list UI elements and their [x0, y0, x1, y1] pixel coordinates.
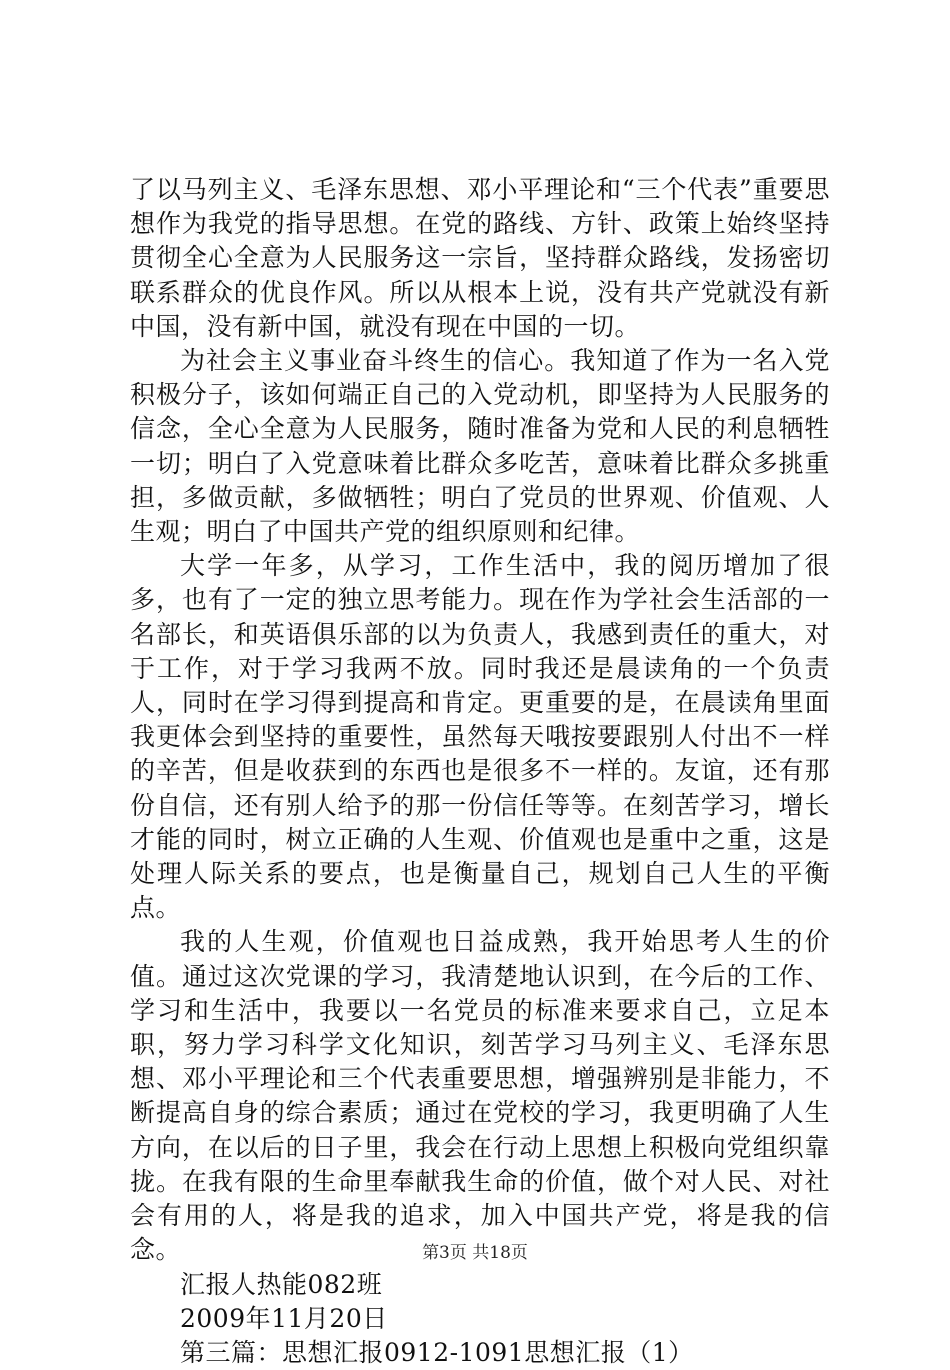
paragraph-4: 我的人生观，价值观也日益成熟，我开始思考人生的价值。通过这次党课的学习，我清楚地认识到，在今后的工作、学习和生活中，我要以一名党员的标准来要求自己，立足本职，努力学习科学文化知识，刻苦学习马列主义、毛泽东思想、邓小平理论和三个代表重要思想，增强辨别是非能力，不断提高自身的综合素质；通过在党校的学习，我更明确了人生方向，在以后的日子里，我会在行动上思想上积极向党组织靠拢。在我有限的生命里奉献我生命的价值，做个对人民、对社会有用的人，将是我的追求，加入中国共产党，将是我的信念。 — [130, 927, 830, 1265]
paragraph-3: 大学一年多，从学习，工作生活中，我的阅历增加了很多，也有了一定的独立思考能力。现在作为学社会生活部的一名部长，和英语俱乐部的以为负责人，我感到责任的重大，对于工作，对于学习我两不放。同时我还是晨读角的一个负责人，同时在学习得到提高和肯定。更重要的是，在晨读角里面我更体会到坚持的重要性，虽然每天哦按要跟别人付出不一样的辛苦，但是收获到的东西也是很多不一样的。友谊，还有那份自信，还有别人给予的那一份信任等等。在刻苦学习，增长才能的同时，树立正确的人生观、价值观也是重中之重，这是处理人际关系的要点，也是衡量自己，规划自己人生的平衡点。 — [130, 551, 830, 923]
paragraph-2: 为社会主义事业奋斗终生的信心。我知道了作为一名入党积极分子，该如何端正自己的入党动机，即坚持为人民服务的信念，全心全意为人民服务，随时准备为党和人民的利息牺牲一切；明白了入党意味着比群众多吃苦，意味着比群众多挑重担，多做贡献，多做牺牲；明白了党员的世界观、价值观、人生观；明白了中国共产党的组织原则和纪律。 — [130, 346, 830, 547]
date-line: 2009年11月20日 — [180, 1303, 388, 1333]
next-section-heading: 第三篇：思想汇报0912-1091思想汇报（1） — [180, 1337, 694, 1367]
paragraph-1: 了以马列主义、毛泽东思想、邓小平理论和“三个代表”重要思想作为我党的指导思想。在党的路线、方针、政策上始终坚持贯彻全心全意为人民服务这一宗旨，坚持群众路线，发扬密切联系群众的优良作风。所以从根本上说，没有共产党就没有新中国，没有新中国，就没有现在中国的一切。 — [130, 175, 830, 341]
page-number: 第3页 共18页 — [422, 1243, 528, 1263]
reporter-line: 汇报人热能082班 — [180, 1269, 383, 1299]
page-footer — [0, 1242, 950, 1264]
document-body — [130, 173, 830, 1370]
